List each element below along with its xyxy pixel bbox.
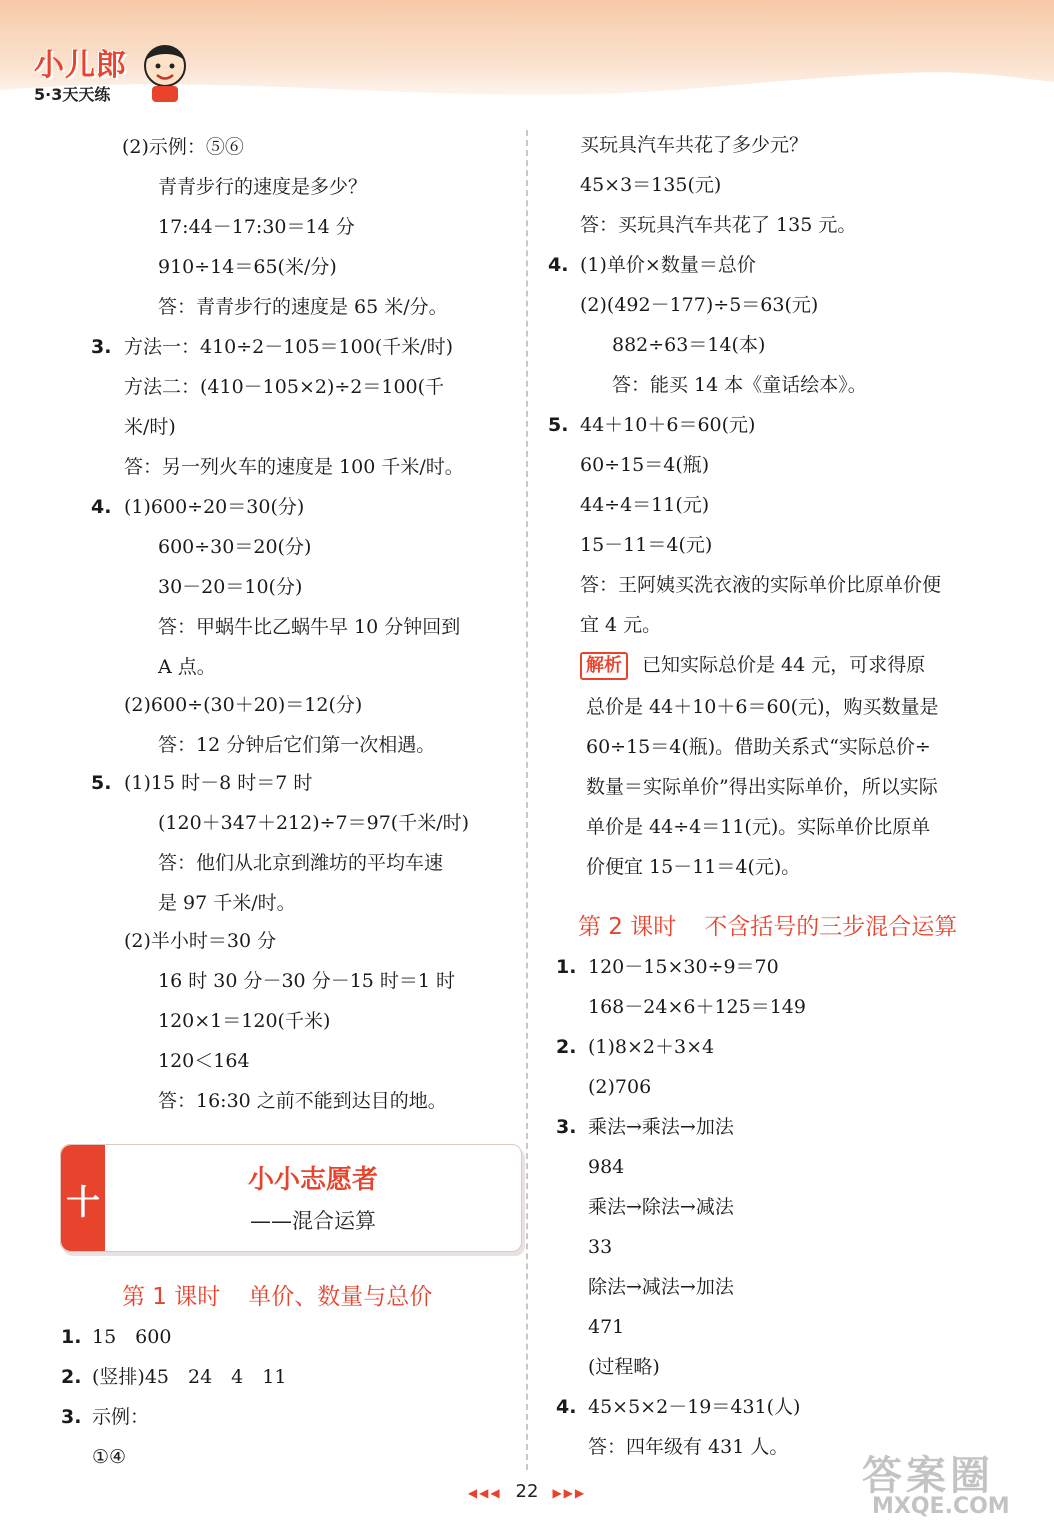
lesson-1-title	[122, 1278, 432, 1311]
analysis-line-6: 价便宜 15－11＝4(元)。	[586, 856, 801, 878]
q3-method2: 方法二：(410－105×2)÷2＝100(千	[124, 376, 445, 398]
q5-part2-step2: 120×1＝120(千米)	[158, 1010, 331, 1032]
l2-q4-answer: 答：四年级有 431 人。	[588, 1436, 789, 1458]
q4-answer-cont: A 点。	[158, 656, 216, 678]
q4-step2: 600÷30＝20(分)	[158, 536, 312, 558]
unit-badge	[61, 1145, 105, 1251]
question-number: 5.	[91, 772, 112, 794]
lesson-1-number: 第 1 课时	[122, 1284, 221, 1310]
q5-part2-step1: 16 时 30 分－30 分－15 时＝1 时	[158, 970, 456, 992]
lesson-2-number: 第 2 课时	[578, 914, 677, 940]
r5-step3: 44÷4＝11(元)	[580, 494, 710, 516]
prev-arrows-icon: ◀◀◀	[467, 1486, 502, 1500]
l2-q4-step: 45×5×2－19＝431(人)	[588, 1396, 801, 1418]
column-divider	[526, 130, 528, 1470]
q5-part2-answer: 答：16:30 之前不能到达目的地。	[158, 1090, 447, 1112]
unit-banner	[60, 1144, 522, 1252]
watermark	[862, 1444, 1042, 1522]
question-number: 4.	[548, 254, 569, 276]
l2-q2-part1: (1)8×2＋3×4	[588, 1036, 715, 1058]
lesson-2-title	[578, 908, 957, 941]
q4-step3: 30－20＝10(分)	[158, 576, 303, 598]
question-number: 1.	[556, 956, 577, 978]
question-number: 4.	[91, 496, 112, 518]
l2-q2-part2: (2)706	[588, 1076, 652, 1098]
r5-step2: 60÷15＝4(瓶)	[580, 454, 710, 476]
analysis-line-2: 总价是 44＋10＋6＝60(元)，购买数量是	[586, 696, 939, 718]
r4-part2: (2)(492－177)÷5＝63(元)	[580, 294, 819, 316]
r5-answer-cont: 宜 4 元。	[580, 614, 662, 636]
question-number: 3.	[91, 336, 112, 358]
q4-step1: (1)600÷20＝30(分)	[124, 496, 305, 518]
r3-question: 买玩具汽车共花了多少元？	[580, 134, 809, 156]
l1-q2-answer: (竖排)45 24 4 11	[92, 1366, 287, 1388]
q5-part2: (2)半小时＝30 分	[124, 930, 277, 952]
question-number: 5.	[548, 414, 569, 436]
l2-q3-result3: 471	[588, 1316, 625, 1338]
unit-subtitle: ——混合运算	[250, 1209, 376, 1233]
question-number: 2.	[61, 1366, 82, 1388]
l1-q3-answer: ①④	[92, 1446, 127, 1468]
series-name: 5·3天天练	[34, 85, 111, 104]
q4-part2-answer: 答：12 分钟后它们第一次相遇。	[158, 734, 436, 756]
r4-part1: (1)单价×数量＝总价	[580, 254, 756, 276]
r3-answer: 答：买玩具汽车共花了 135 元。	[580, 214, 857, 236]
lesson-1-name: 单价、数量与总价	[248, 1284, 433, 1310]
page-number: 22	[515, 1481, 539, 1502]
unit-title: 小小志愿者	[247, 1165, 378, 1195]
l1-q3-label: 示例：	[92, 1406, 150, 1428]
q2-answer: 答：青青步行的速度是 65 米/分。	[158, 296, 448, 318]
q5-part2-step3: 120＜164	[158, 1050, 250, 1072]
r3-step: 45×3＝135(元)	[580, 174, 722, 196]
l2-q1-line2: 168－24×6＋125＝149	[588, 996, 806, 1018]
lesson-2-name: 不含括号的三步混合运算	[704, 914, 958, 940]
q2-step1: 17:44－17:30＝14 分	[158, 216, 355, 238]
unit-number: 十	[66, 1183, 100, 1223]
question-number: 3.	[556, 1116, 577, 1138]
r5-step1: 44＋10＋6＝60(元)	[580, 414, 756, 436]
q5-answer-cont: 是 97 千米/时。	[158, 892, 296, 914]
l2-q3-result2: 33	[588, 1236, 613, 1258]
analysis-line-1	[580, 652, 925, 680]
r4-step: 882÷63＝14(本)	[612, 334, 766, 356]
l2-q1-line1: 120－15×30÷9＝70	[588, 956, 779, 978]
analysis-line-4: 数量＝实际单价”得出实际单价，所以实际	[586, 776, 938, 798]
l2-q3-order1: 乘法→乘法→加法	[588, 1116, 734, 1138]
watermark-url: MXQE.COM	[872, 1494, 1010, 1519]
question-number: 3.	[61, 1406, 82, 1428]
analysis-tag: 解析	[580, 652, 628, 680]
question-number: 2.	[556, 1036, 577, 1058]
r5-answer: 答：王阿姨买洗衣液的实际单价比原单价便	[580, 574, 942, 596]
q4-part2: (2)600÷(30＋20)＝12(分)	[124, 694, 363, 716]
q3-answer: 答：另一列火车的速度是 100 千米/时。	[124, 456, 464, 478]
analysis-text-1: 已知实际总价是 44 元，可求得原	[642, 654, 926, 676]
brand-title: 小儿郎	[34, 48, 127, 83]
analysis-line-3: 60÷15＝4(瓶)。借助关系式“实际总价÷	[586, 736, 931, 758]
l2-q3-order2: 乘法→除法→减法	[588, 1196, 734, 1218]
l2-q3-note: (过程略)	[588, 1356, 660, 1378]
q4-answer: 答：甲蜗牛比乙蜗牛早 10 分钟回到	[158, 616, 461, 638]
q2-question: 青青步行的速度是多少？	[158, 176, 368, 198]
r4-answer: 答：能买 14 本《童话绘本》。	[612, 374, 867, 396]
watermark-title: 答案圈	[862, 1453, 994, 1499]
q2-step2: 910÷14＝65(米/分)	[158, 256, 337, 278]
q3-method1: 方法一：410÷2－105＝100(千米/时)	[124, 336, 454, 358]
next-arrows-icon: ▶▶▶	[552, 1486, 587, 1500]
q5-step2: (120＋347＋212)÷7＝97(千米/时)	[158, 812, 470, 834]
q2-example: (2)示例：⑤⑥	[122, 136, 244, 158]
l1-q1-answer: 15 600	[92, 1326, 172, 1348]
question-number: 1.	[61, 1326, 82, 1348]
q5-answer: 答：他们从北京到潍坊的平均车速	[158, 852, 444, 874]
l2-q3-order3: 除法→减法→加法	[588, 1276, 734, 1298]
q3-method2-cont: 米/时)	[124, 416, 176, 438]
brand-logo	[34, 40, 127, 105]
r5-step4: 15－11＝4(元)	[580, 534, 713, 556]
q5-step1: (1)15 时－8 时＝7 时	[124, 772, 313, 794]
mascot-icon	[140, 38, 190, 104]
question-number: 4.	[556, 1396, 577, 1418]
l2-q3-result1: 984	[588, 1156, 625, 1178]
analysis-line-5: 单价是 44÷4＝11(元)。实际单价比原单	[586, 816, 931, 838]
